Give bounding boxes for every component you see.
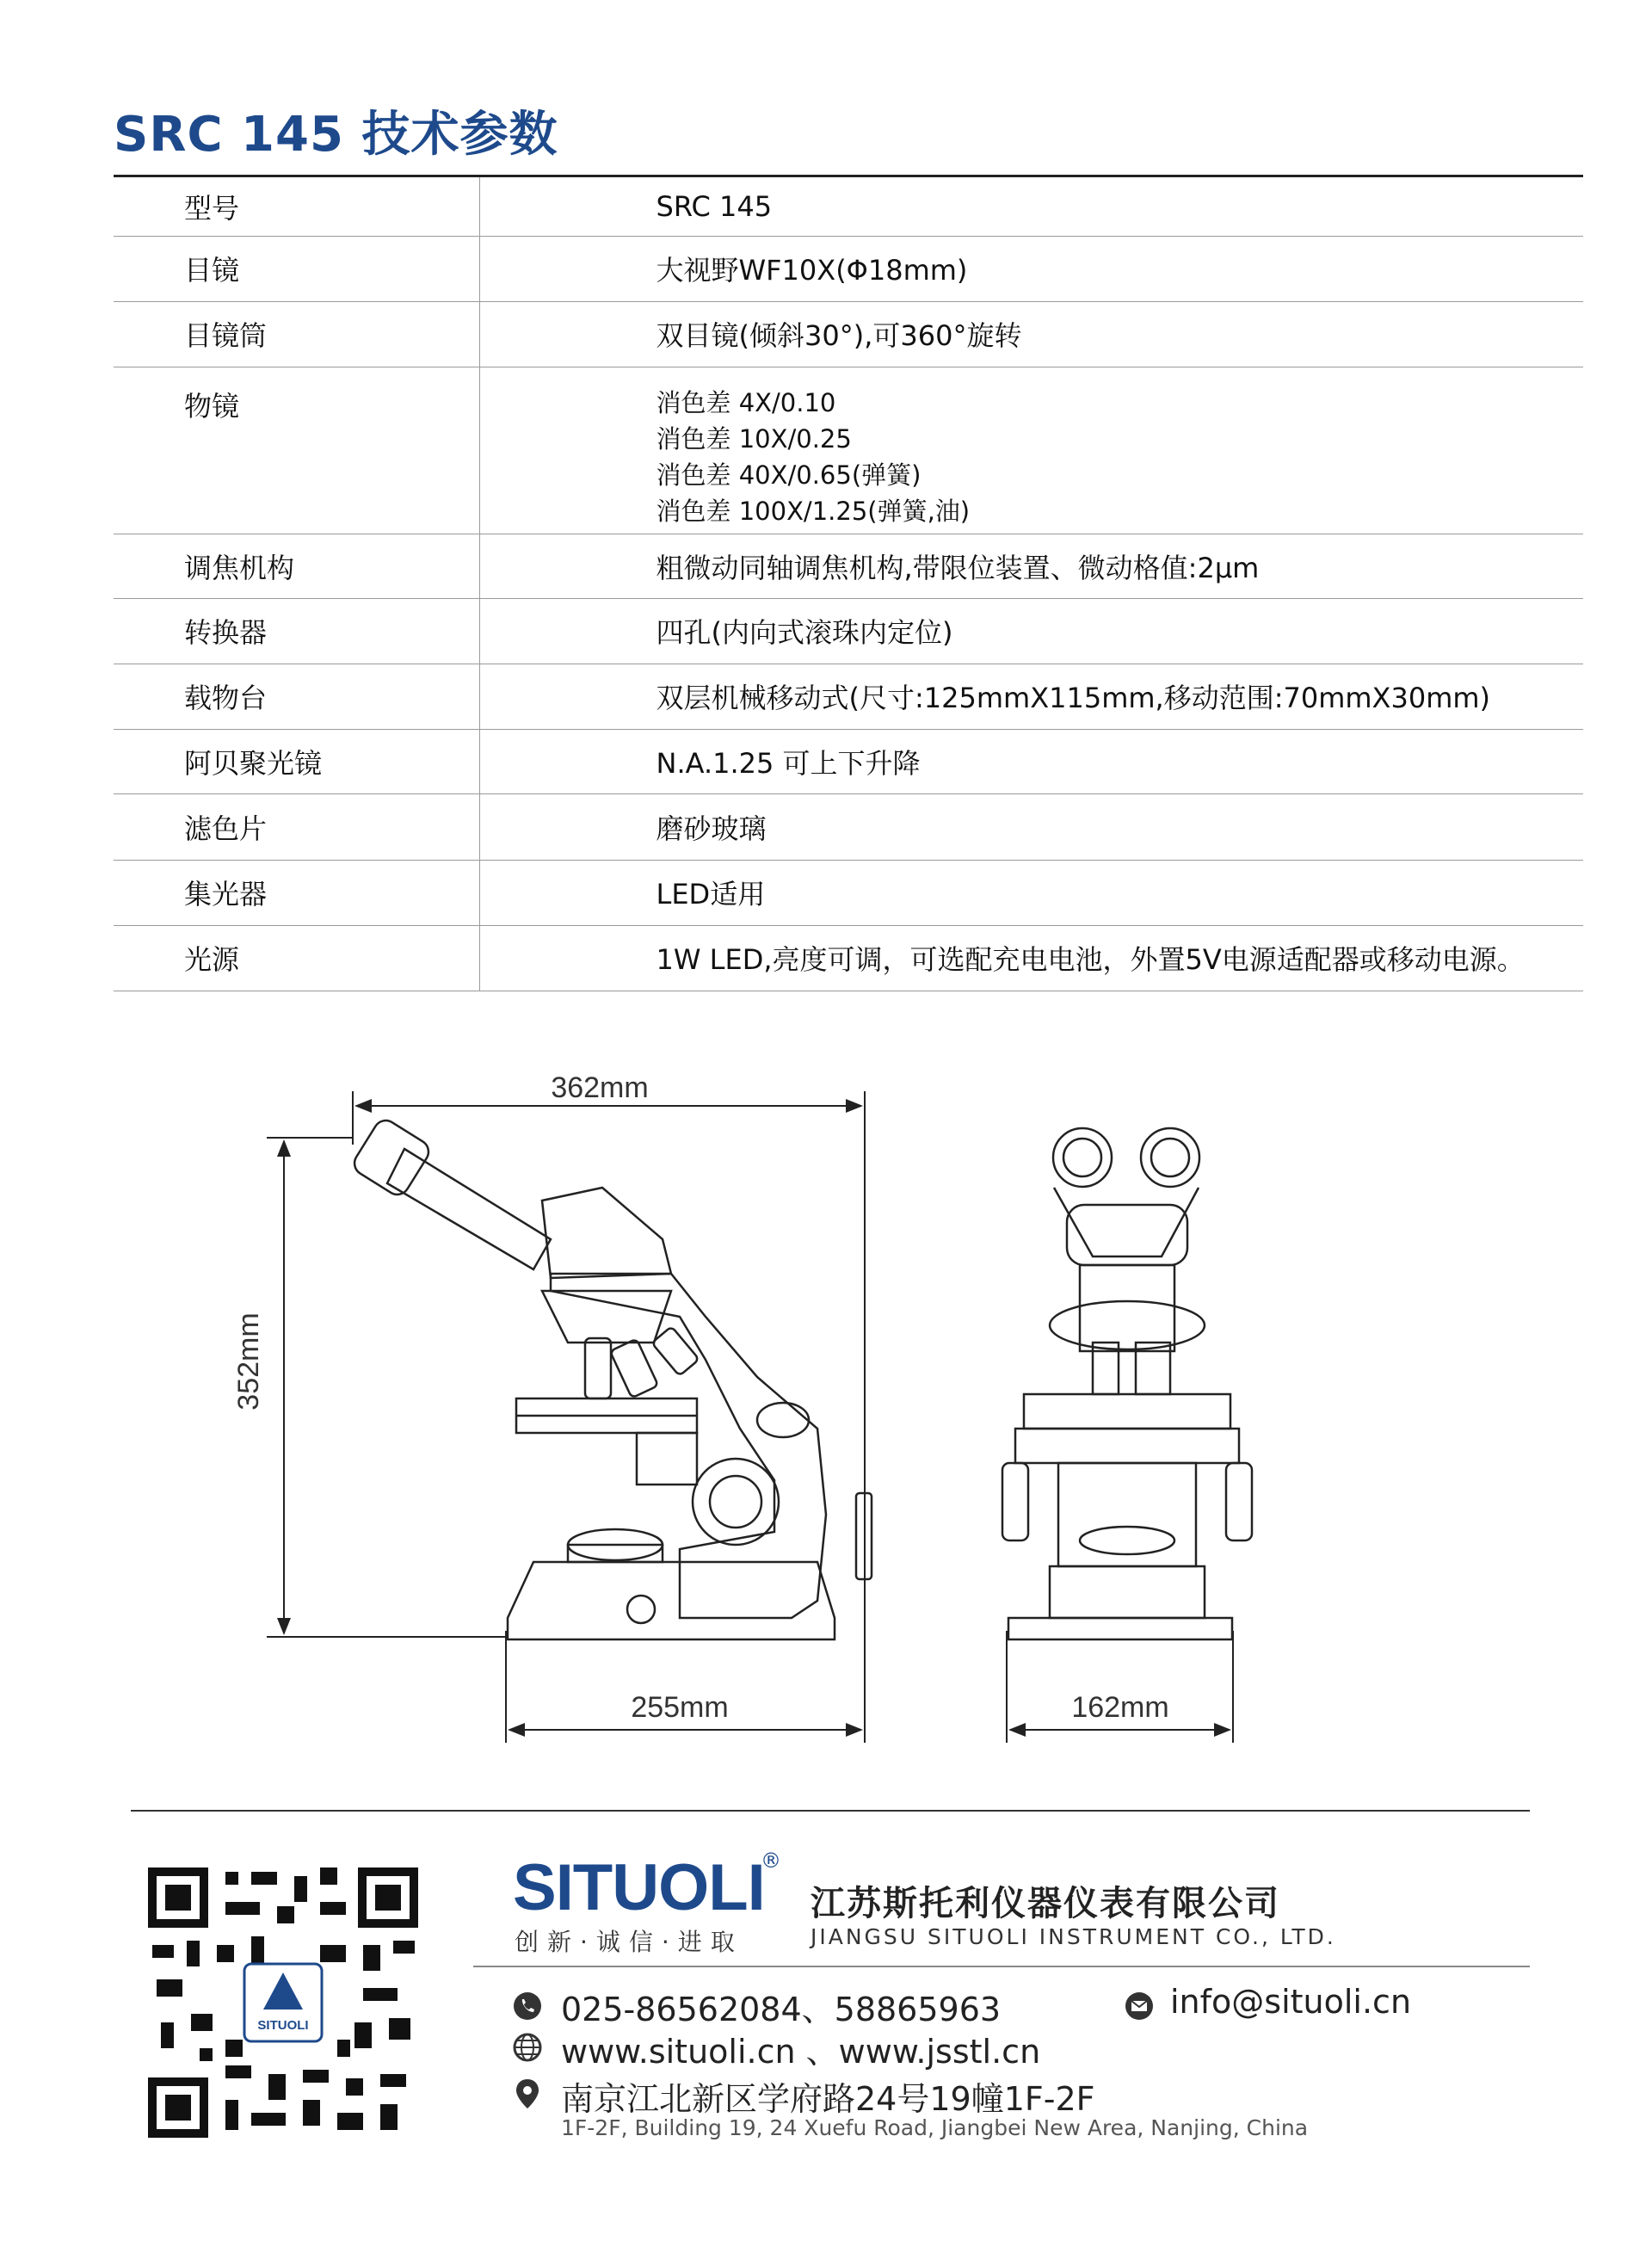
dim-base-width: 162mm	[1071, 1691, 1169, 1724]
company-name-cn: 江苏斯托利仪器仪表有限公司	[811, 1884, 1280, 1923]
company-slogan: 创新·诚信·进取	[515, 1928, 743, 1956]
dim-height: 352mm	[232, 1312, 265, 1411]
front-view	[1002, 1128, 1252, 1639]
spec-key: 阿贝聚光镜	[114, 729, 479, 793]
spec-key: 转换器	[114, 598, 479, 664]
spec-value: SRC 145	[479, 177, 1583, 236]
qr-badge: SITUOLI	[257, 2018, 309, 2033]
spec-key: 滤色片	[114, 793, 479, 860]
page-title: SRC 145 技术参数	[114, 107, 558, 163]
email-icon	[1125, 1991, 1154, 2021]
spec-row	[114, 534, 1583, 598]
spec-value: 双层机械移动式(尺寸:125mmX115mm,移动范围:70mmX30mm)	[479, 664, 1583, 729]
spec-row	[114, 664, 1583, 729]
spec-value: 四孔(内向式滚珠内定位)	[479, 598, 1583, 664]
spec-value: 1W LED,亮度可调，可选配充电电池，外置5V电源适配器或移动电源。	[479, 925, 1583, 991]
spec-value: 粗微动同轴调焦机构,带限位装置、微动格值:2μm	[479, 534, 1583, 598]
spec-value: 磨砂玻璃	[479, 793, 1583, 860]
address-cn: 南京江北新区学府路24号19幢1F-2F	[561, 2080, 1095, 2118]
microscope-drawing	[0, 1033, 1652, 1756]
globe-icon	[513, 2033, 542, 2062]
spec-row	[114, 598, 1583, 664]
website-links[interactable]: www.situoli.cn 、www.jsstl.cn	[561, 2033, 1041, 2071]
phone-text[interactable]: 025-86562084、58865963	[561, 1991, 1002, 2028]
spec-row	[114, 729, 1583, 793]
spec-row	[114, 793, 1583, 860]
spec-key: 型号	[114, 177, 479, 236]
company-logo: SITUOLI	[513, 1851, 765, 1924]
spec-key: 物镜	[114, 367, 479, 534]
spec-row	[114, 301, 1583, 367]
spec-value: 双目镜(倾斜30°),可360°旋转	[479, 301, 1583, 367]
dim-base-depth: 255mm	[631, 1691, 729, 1724]
spec-key: 目镜筒	[114, 301, 479, 367]
spec-key: 目镜	[114, 236, 479, 301]
dim-width-side: 362mm	[551, 1071, 649, 1104]
spec-row	[114, 177, 1583, 236]
company-name-en: JIANGSU SITUOLI INSTRUMENT CO., LTD.	[811, 1924, 1336, 1949]
spec-value: LED适用	[479, 860, 1583, 925]
email-link[interactable]: info@situoli.cn	[1170, 1983, 1412, 2021]
spec-row	[114, 925, 1583, 991]
spec-key: 集光器	[114, 860, 479, 925]
spec-row	[114, 367, 1583, 534]
objective-line: 消色差 100X/1.25(弹簧,油)	[656, 496, 971, 526]
footer-rule	[131, 1810, 1530, 1812]
spec-value	[479, 367, 1583, 534]
objective-line: 消色差 10X/0.25	[656, 423, 852, 454]
spec-value: 大视野WF10X(Φ18mm)	[479, 236, 1583, 301]
address-en: 1F-2F, Building 19, 24 Xuefu Road, Jiangbei New Area, Nanjing, China	[561, 2115, 1309, 2140]
contact-rule	[473, 1966, 1530, 1967]
objective-line: 消色差 4X/0.10	[656, 387, 836, 417]
spec-key: 光源	[114, 925, 479, 991]
spec-key: 调焦机构	[114, 534, 479, 598]
spec-value: N.A.1.25 可上下升降	[479, 729, 1583, 793]
spec-table	[114, 177, 1583, 991]
side-view	[350, 1116, 872, 1639]
spec-key: 载物台	[114, 664, 479, 729]
qr-code[interactable]	[148, 1868, 418, 2138]
location-pin-icon	[515, 2077, 540, 2110]
objective-line: 消色差 40X/0.65(弹簧)	[656, 460, 922, 490]
spec-row	[114, 236, 1583, 301]
phone-icon	[513, 1991, 542, 2021]
registered-mark: ®	[761, 1849, 781, 1873]
spec-row	[114, 860, 1583, 925]
